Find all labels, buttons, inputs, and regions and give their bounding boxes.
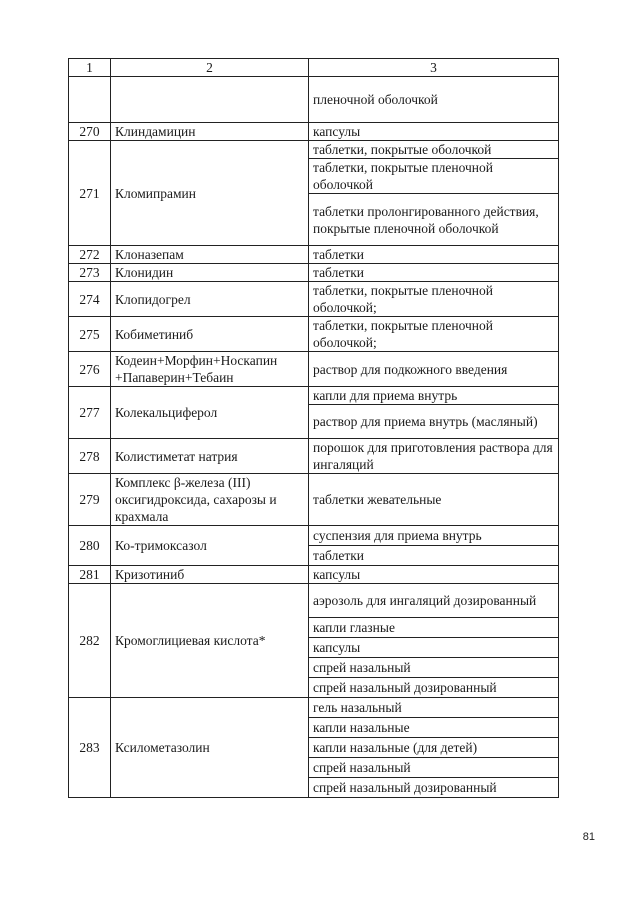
drug-name: Кломипрамин <box>111 141 309 246</box>
dosage-form: спрей назальный дозированный <box>309 678 559 698</box>
row-number: 276 <box>69 352 111 387</box>
row-number: 272 <box>69 246 111 264</box>
table-row <box>69 584 559 618</box>
dosage-form: пленочной оболочкой <box>309 77 559 123</box>
row-number: 275 <box>69 317 111 352</box>
dosage-form: спрей назальный <box>309 758 559 778</box>
dosage-form: суспензия для приема внутрь <box>309 526 559 546</box>
table-row <box>69 474 559 526</box>
dosage-form: капсулы <box>309 566 559 584</box>
row-number: 274 <box>69 282 111 317</box>
table-header <box>69 59 559 77</box>
row-number <box>69 77 111 123</box>
drug-name: Ксилометазолин <box>111 698 309 798</box>
table-row <box>69 264 559 282</box>
drug-name: Кобиметиниб <box>111 317 309 352</box>
row-number: 277 <box>69 387 111 439</box>
drug-name: Колекальциферол <box>111 387 309 439</box>
dosage-form: раствор для приема внутрь (масляный) <box>309 405 559 439</box>
row-number: 278 <box>69 439 111 474</box>
dosage-form: капли глазные <box>309 618 559 638</box>
dosage-form: порошок для приготовления раствора для ингаляций <box>309 439 559 474</box>
row-number: 281 <box>69 566 111 584</box>
table-row <box>69 123 559 141</box>
drug-name: Ко-тримоксазол <box>111 526 309 566</box>
table-row <box>69 77 559 123</box>
drug-name: Клонидин <box>111 264 309 282</box>
dosage-form: капли назальные <box>309 718 559 738</box>
drug-name: Кодеин+Морфин+Носкапин +Папаверин+Тебаин <box>111 352 309 387</box>
dosage-form: таблетки, покрытые пленочной оболочкой; <box>309 282 559 317</box>
table-row <box>69 387 559 405</box>
dosage-form: таблетки, покрытые пленочной оболочкой; <box>309 317 559 352</box>
dosage-form: спрей назальный <box>309 658 559 678</box>
drug-name: Клоназепам <box>111 246 309 264</box>
table-row <box>69 698 559 718</box>
table-row <box>69 317 559 352</box>
row-number: 270 <box>69 123 111 141</box>
drug-table <box>68 58 559 798</box>
dosage-form: таблетки <box>309 246 559 264</box>
drug-name: Колистиметат натрия <box>111 439 309 474</box>
table-row <box>69 566 559 584</box>
dosage-form: капсулы <box>309 638 559 658</box>
drug-name: Комплекс β-железа (III) оксигидроксида, сахарозы и крахмала <box>111 474 309 526</box>
dosage-form: капли для приема внутрь <box>309 387 559 405</box>
drug-name: Клиндамицин <box>111 123 309 141</box>
dosage-form: таблетки, покрытые пленочной оболочкой <box>309 159 559 194</box>
dosage-form: таблетки <box>309 546 559 566</box>
row-number: 273 <box>69 264 111 282</box>
dosage-form: спрей назальный дозированный <box>309 778 559 798</box>
row-number: 280 <box>69 526 111 566</box>
page-number: 81 <box>582 831 595 843</box>
drug-name: Кризотиниб <box>111 566 309 584</box>
table-body <box>69 77 559 798</box>
dosage-form: раствор для подкожного введения <box>309 352 559 387</box>
dosage-form: таблетки пролонгированного действия, покрытые пленочной оболочкой <box>309 194 559 246</box>
table-row <box>69 526 559 546</box>
table-row <box>69 246 559 264</box>
table-row <box>69 352 559 387</box>
dosage-form: капсулы <box>309 123 559 141</box>
column-header-form: 3 <box>309 59 559 77</box>
dosage-form: таблетки <box>309 264 559 282</box>
drug-name: Кромоглициевая кислота* <box>111 584 309 698</box>
dosage-form: гель назальный <box>309 698 559 718</box>
dosage-form: аэрозоль для ингаляций дозированный <box>309 584 559 618</box>
row-number: 282 <box>69 584 111 698</box>
drug-name: Клопидогрел <box>111 282 309 317</box>
dosage-form: таблетки жевательные <box>309 474 559 526</box>
row-number: 283 <box>69 698 111 798</box>
drug-name <box>111 77 309 123</box>
dosage-form: таблетки, покрытые оболочкой <box>309 141 559 159</box>
column-header-name: 2 <box>111 59 309 77</box>
table-row <box>69 439 559 474</box>
table-row <box>69 282 559 317</box>
dosage-form: капли назальные (для детей) <box>309 738 559 758</box>
row-number: 271 <box>69 141 111 246</box>
table-row <box>69 141 559 159</box>
column-header-number: 1 <box>69 59 111 77</box>
row-number: 279 <box>69 474 111 526</box>
